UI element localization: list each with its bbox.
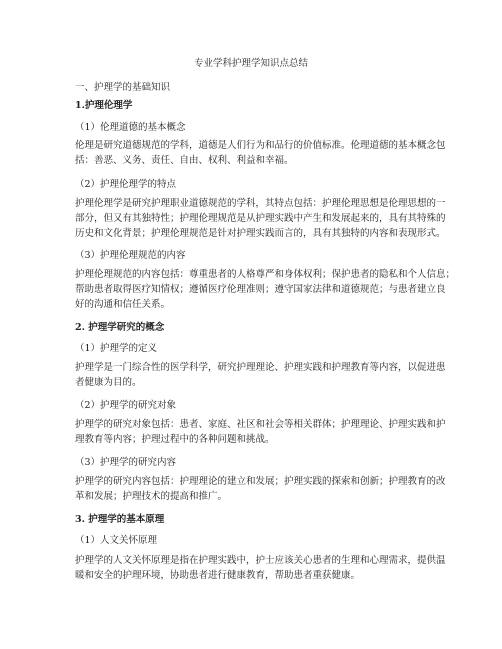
paragraph-line: 护理伦理规范的内容包括：尊重患者的人格尊严和身体权利；保护患者的隐私和个人信息；	[75, 269, 456, 280]
paragraph-line: 伦理是研究道德规范的学科，道德是人们行为和品行的价值标准。伦理道德的基本概念包	[75, 140, 446, 151]
topic-heading: （1）护理学的定义	[75, 343, 158, 354]
paragraph-line: 括：善恶、义务、责任、自由、权利、利益和幸福。	[75, 155, 294, 166]
subsection-heading: 3. 护理学的基本原理	[75, 514, 165, 525]
document-title: 专业学科护理学知识点总结	[193, 58, 308, 69]
paragraph-line: 历史和文化背景；护理伦理规范是针对护理实践而言的，具有其独特的内容和表现形式。	[75, 228, 446, 239]
topic-heading: （1）伦理道德的基本概念	[75, 122, 186, 133]
paragraph-line: 好的沟通和信任关系。	[75, 299, 171, 310]
topic-heading: （1）人文关怀原理	[75, 535, 158, 546]
paragraph-line: 护理学是一门综合性的医学科学，研究护理理论、护理实践和护理教育等内容，以促进患	[75, 362, 446, 373]
paragraph-line: 理教育等内容；护理过程中的各种问题和挑战。	[75, 434, 275, 445]
paragraph-line: 护理学的研究内容包括：护理理论的建立和发展；护理实践的探索和创新；护理教育的改	[75, 476, 446, 487]
topic-heading: （2）护理学的研究对象	[75, 400, 177, 411]
paragraph-line: 帮助患者取得医疗知情权；遵循医疗伦理准则；遵守国家法律和道德规范；与患者建立良	[75, 284, 446, 295]
section-heading: 一、护理学的基础知识	[75, 82, 171, 93]
topic-heading: （3）护理学的研究内容	[75, 457, 177, 468]
subsection-heading: 1.护理伦理学	[75, 100, 133, 111]
paragraph-line: 暖和安全的护理环境，协助患者进行健康教育，帮助患者重获健康。	[75, 570, 361, 581]
paragraph-line: 者健康为目的。	[75, 377, 142, 388]
paragraph-line: 革和发展；护理技术的提高和推广。	[75, 491, 228, 502]
paragraph-line: 护理伦理学是研究护理职业道德规范的学科，其特点包括：护理伦理思想是伦理思想的一	[75, 198, 446, 209]
topic-heading: （2）护理伦理学的特点	[75, 179, 177, 190]
paragraph-line: 部分，但又有其独特性；护理伦理规范是从护理实践中产生和发展起来的，具有其特殊的	[75, 213, 446, 224]
paragraph-line: 护理学的研究对象包括：患者、家庭、社区和社会等相关群体；护理理论、护理实践和护	[75, 419, 446, 430]
subsection-heading: 2. 护理学研究的概念	[75, 322, 165, 333]
paragraph-line: 护理学的人文关怀原理是指在护理实践中，护士应该关心患者的生理和心理需求，提供温	[75, 555, 446, 566]
topic-heading: （3）护理伦理规范的内容	[75, 250, 186, 261]
